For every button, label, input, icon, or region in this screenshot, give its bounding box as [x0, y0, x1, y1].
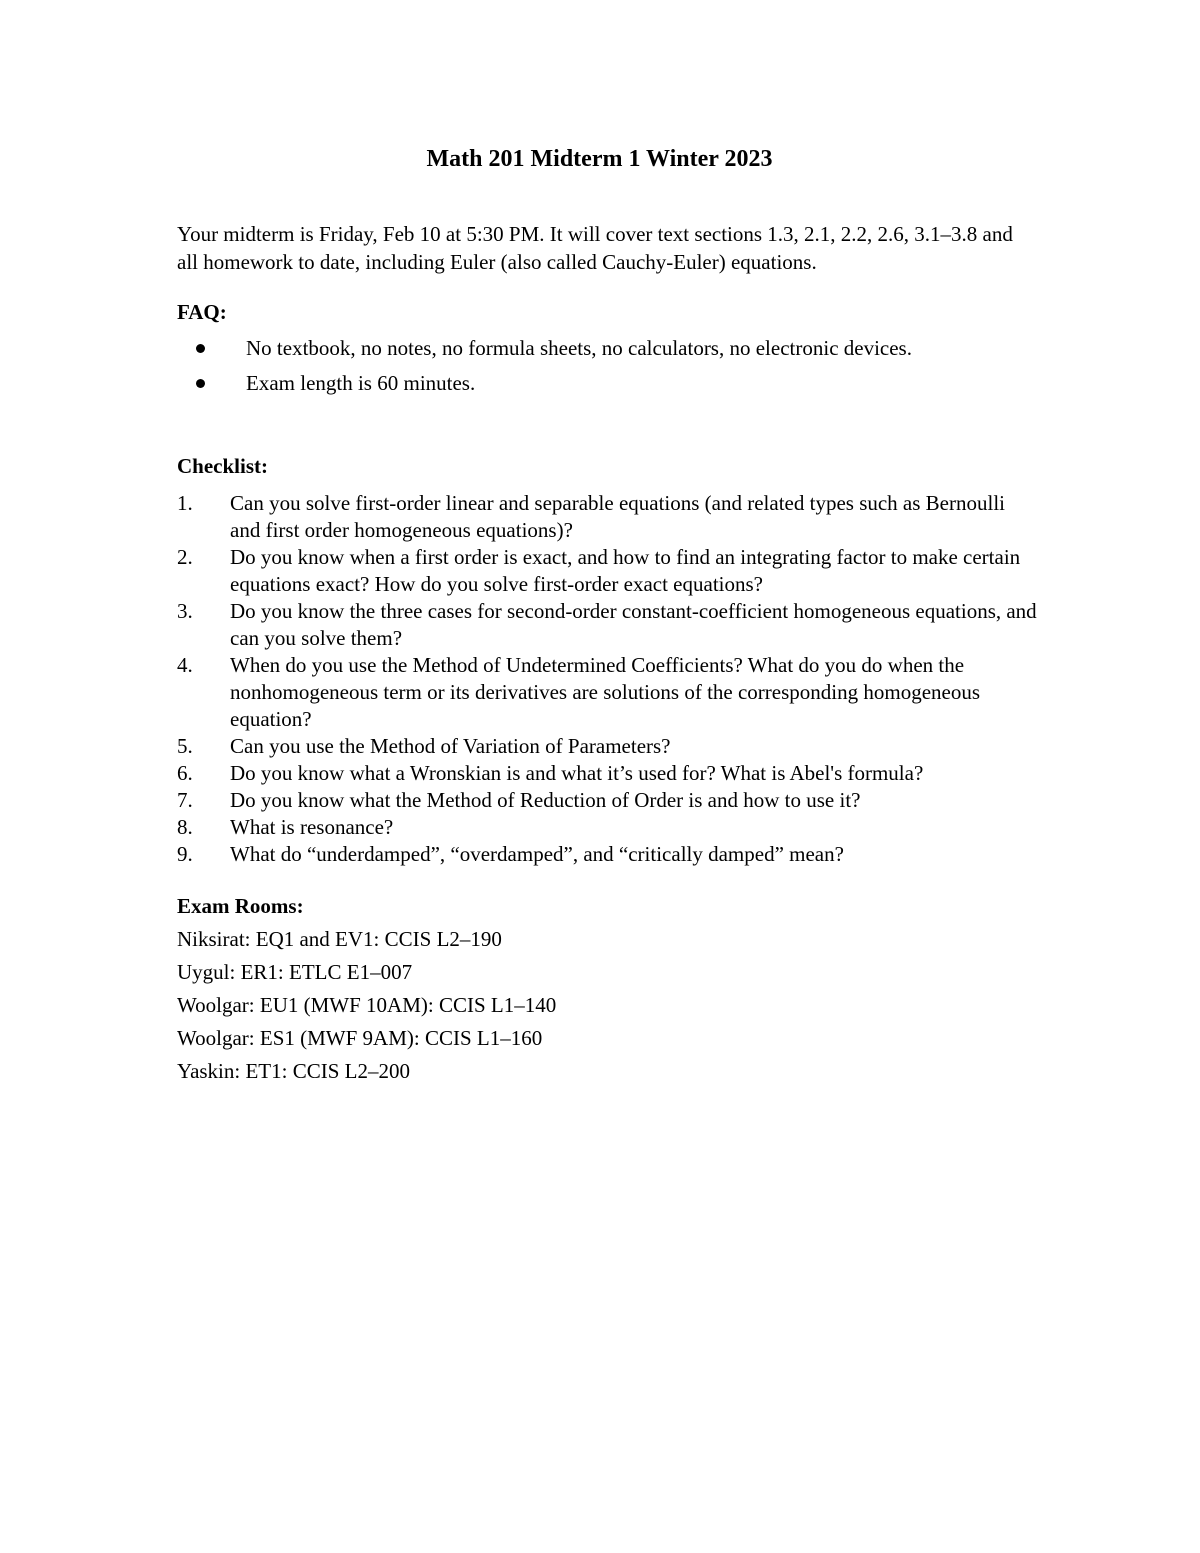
faq-list: [177, 334, 1037, 404]
checklist-item: [177, 598, 1037, 652]
checklist-heading: Checklist:: [177, 454, 268, 478]
bullet-icon: [196, 344, 205, 353]
checklist-item: [177, 841, 1037, 868]
exam-rooms-list: [177, 925, 556, 1090]
checklist-text: Do you know when a first order is exact, and how to find an integrating factor to make certain equations exact? How do you solve first-order exact equations?: [230, 545, 1021, 596]
checklist-item: [177, 652, 1037, 733]
checklist-item: [177, 814, 1037, 841]
exam-room-entry: Niksirat: EQ1 and EV1: CCIS L2–190: [177, 927, 502, 951]
checklist-number: 7.: [177, 788, 193, 812]
checklist-item: [177, 544, 1037, 598]
checklist-list: [177, 490, 1037, 868]
checklist-text: Do you know what a Wronskian is and what it’s used for? What is Abel's formula?: [230, 761, 924, 785]
checklist-number: 1.: [177, 491, 193, 515]
faq-item-text: Exam length is 60 minutes.: [246, 371, 476, 395]
checklist-number: 5.: [177, 734, 193, 758]
faq-item-text: No textbook, no notes, no formula sheets, no calculators, no electronic devices.: [246, 336, 912, 360]
checklist-text: Can you solve first-order linear and separable equations (and related types such as Bernoulli and first order homogeneous equations)?: [230, 491, 1006, 542]
checklist-text: Do you know the three cases for second-order constant-coefficient homogeneous equations, and can you solve them?: [230, 599, 1037, 650]
checklist-item: [177, 490, 1037, 544]
checklist-item: [177, 787, 1037, 814]
intro-paragraph: Your midterm is Friday, Feb 10 at 5:30 PM. It will cover text sections 1.3, 2.1, 2.2, 2.6, 3.1–3.8 and all homework to date, including Euler (also called Cauchy-Euler) equations.: [177, 222, 1013, 274]
checklist-text: What is resonance?: [230, 815, 394, 839]
checklist-text: Do you know what the Method of Reduction of Order is and how to use it?: [230, 788, 861, 812]
exam-rooms-heading: Exam Rooms:: [177, 894, 304, 918]
exam-room-entry: Woolgar: ES1 (MWF 9AM): CCIS L1–160: [177, 1026, 543, 1050]
exam-room-entry: Woolgar: EU1 (MWF 10AM): CCIS L1–140: [177, 993, 557, 1017]
faq-item: [177, 334, 1037, 362]
checklist-number: 3.: [177, 599, 193, 623]
checklist-number: 2.: [177, 545, 193, 569]
bullet-icon: [196, 379, 205, 388]
checklist-text: What do “underdamped”, “overdamped”, and “critically damped” mean?: [230, 842, 844, 866]
checklist-number: 4.: [177, 653, 193, 677]
exam-room-entry: Yaskin: ET1: CCIS L2–200: [177, 1059, 410, 1083]
document-title: Math 201 Midterm 1 Winter 2023: [426, 146, 773, 172]
exam-room-entry: Uygul: ER1: ETLC E1–007: [177, 960, 413, 984]
checklist-number: 8.: [177, 815, 193, 839]
checklist-item: [177, 760, 1037, 787]
checklist-number: 9.: [177, 842, 193, 866]
faq-item: [177, 369, 1037, 397]
faq-heading: FAQ:: [177, 300, 227, 324]
checklist-number: 6.: [177, 761, 193, 785]
checklist-item: [177, 733, 1037, 760]
checklist-text: When do you use the Method of Undetermined Coefficients? What do you do when the nonhomogeneous term or its derivatives are solutions of the corresponding homogeneous equation?: [230, 653, 981, 731]
checklist-text: Can you use the Method of Variation of Parameters?: [230, 734, 671, 758]
